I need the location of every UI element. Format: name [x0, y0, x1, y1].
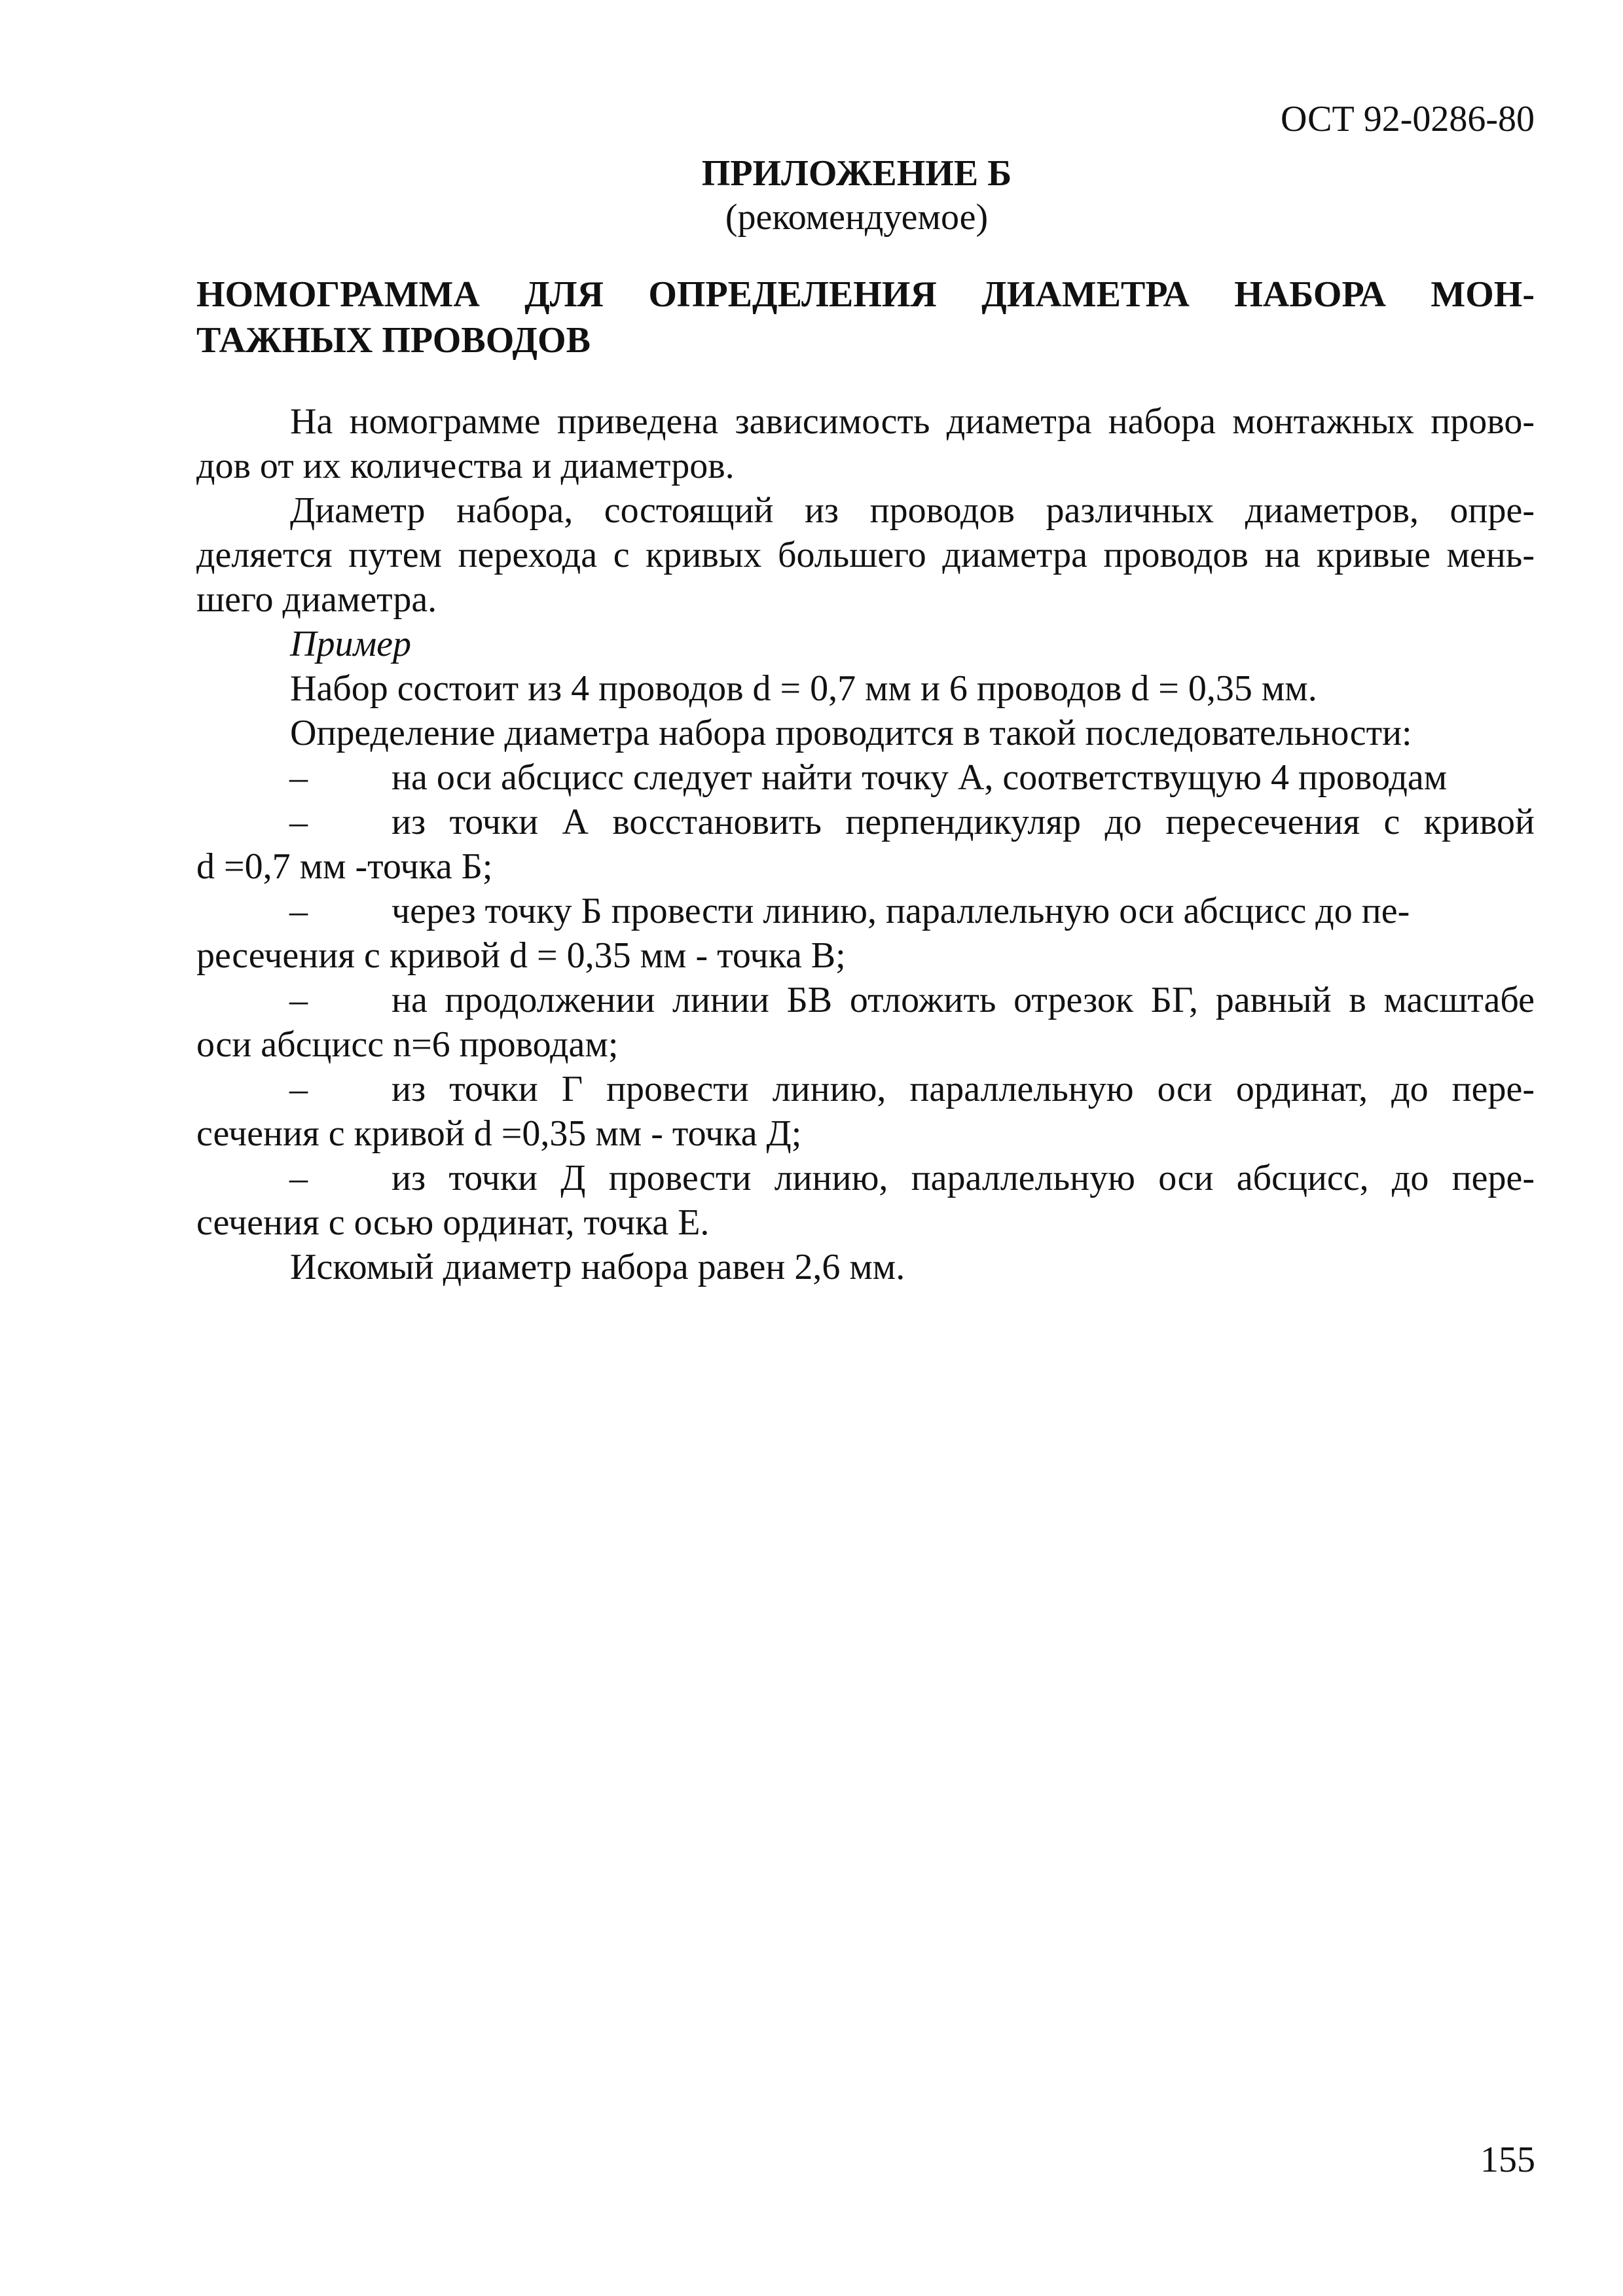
example-label: Пример: [290, 624, 412, 664]
step-2-text: из точки А восстановить перпендикуляр до пересечения с кривой: [392, 802, 1535, 842]
step-3-line-1: [196, 889, 1535, 933]
step-5-text: из точки Г провести линию, параллельную оси ординат, до пере-: [392, 1069, 1535, 1109]
dash-marker: –: [289, 891, 308, 931]
step-5-line-1: [196, 1067, 1535, 1111]
step-1-line-1: [196, 755, 1535, 800]
step-3-line-2: ресечения с кривой d = 0,35 мм - точка В;: [196, 935, 846, 976]
document-code: ОСТ 92-0286-80: [1281, 99, 1535, 139]
step-2-line-1: [196, 800, 1535, 844]
dash-marker: –: [289, 980, 308, 1020]
section-title-line-1: НОМОГРАММА ДЛЯ ОПРЕДЕЛЕНИЯ ДИАМЕТРА НАБОРА МОН-: [196, 274, 1535, 315]
section-title-line-2: ТАЖНЫХ ПРОВОДОВ: [196, 320, 591, 361]
page-number: 155: [1480, 2140, 1535, 2180]
dash-marker: –: [289, 802, 308, 842]
appendix-title: ПРИЛОЖЕНИЕ Б: [701, 153, 1012, 194]
step-6-line-1: [196, 1156, 1535, 1200]
step-4-line-1: [196, 978, 1535, 1022]
step-4-line-2: оси абсцисс n=6 проводам;: [196, 1024, 619, 1065]
step-2-line-2: d =0,7 мм -точка Б;: [196, 846, 493, 887]
step-6-text: из точки Д провести линию, параллельную оси абсцисс, до пере-: [392, 1158, 1535, 1198]
body-text: [196, 399, 1535, 1289]
paragraph-1-line-1: На номограмме приведена зависимость диаметра набора монтажных прово-: [290, 401, 1535, 442]
step-3-text: через точку Б провести линию, параллельную оси абсцисс до пе-: [392, 891, 1410, 931]
step-6-line-2: сечения с осью ординат, точка Е.: [196, 1202, 710, 1243]
paragraph-2-line-1: Диаметр набора, состоящий из проводов различных диаметров, опре-: [290, 490, 1535, 531]
paragraph-2-line-3: шего диаметра.: [196, 579, 437, 620]
step-1-text: на оси абсцисс следует найти точку А, соответствущую 4 проводам: [392, 757, 1448, 798]
dash-marker: –: [289, 757, 308, 798]
example-line: Набор состоит из 4 проводов d = 0,7 мм и 6 проводов d = 0,35 мм.: [290, 668, 1317, 709]
dash-marker: –: [289, 1158, 308, 1198]
sequence-intro: Определение диаметра набора проводится в такой последовательности:: [290, 713, 1412, 753]
paragraph-2-line-2: деляется путем перехода с кривых большего диаметра проводов на кривые мень-: [196, 535, 1535, 575]
step-5-line-2: сечения с кривой d =0,35 мм - точка Д;: [196, 1113, 802, 1154]
dash-marker: –: [289, 1069, 308, 1109]
section-title: [196, 272, 1535, 363]
step-4-text: на продолжении линии БВ отложить отрезок БГ, равный в масштабе: [392, 980, 1535, 1020]
paragraph-1-line-2: дов от их количества и диаметров.: [196, 446, 735, 486]
appendix-subtitle: (рекомендуемое): [725, 197, 989, 238]
result-line: Искомый диаметр набора равен 2,6 мм.: [290, 1247, 905, 1287]
